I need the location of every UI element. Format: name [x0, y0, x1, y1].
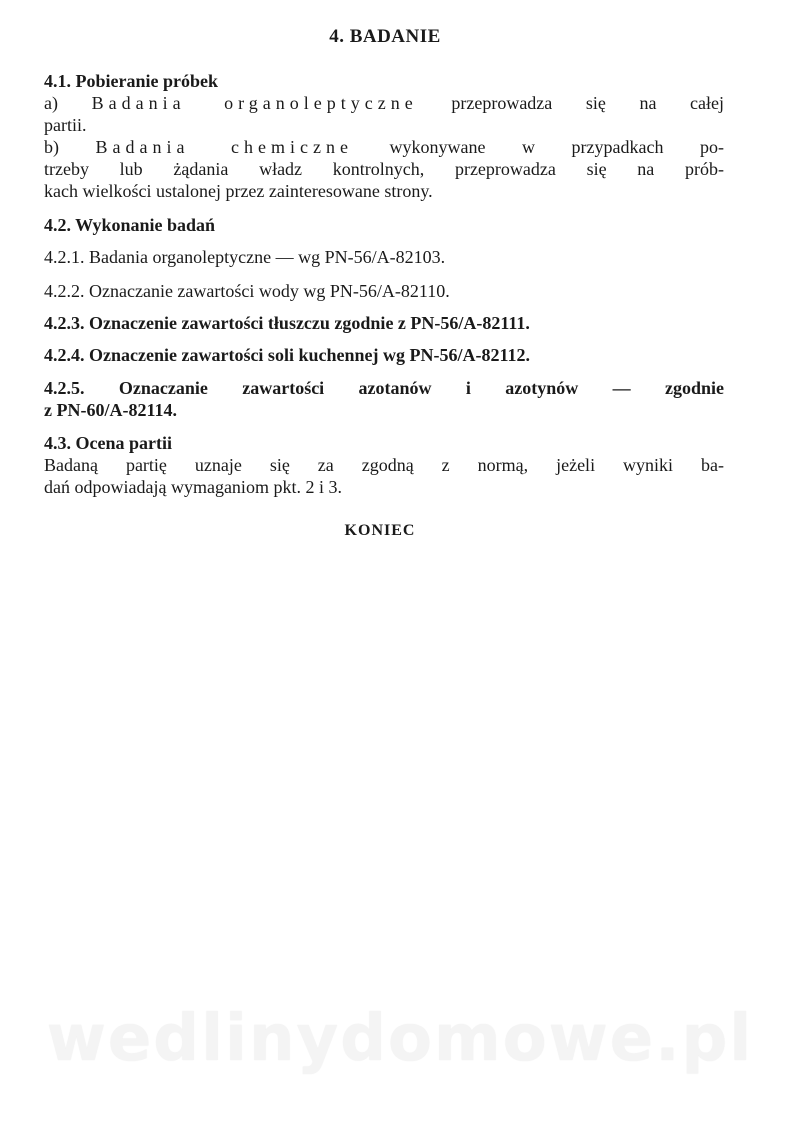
item-b-spaced: Badania chemiczne — [95, 137, 353, 157]
section-4-3-line1: Badaną partię uznaje się za zgodną z normą, jeżeli wyniki ba- — [44, 455, 724, 475]
end-marker: KONIEC — [344, 522, 416, 539]
item-a-line2: partii. — [44, 115, 87, 135]
item-a-line1 — [44, 92, 724, 114]
item-a-rest: przeprowadza się na całej — [417, 93, 725, 113]
item-4-2-2 — [44, 280, 724, 302]
section-4-3-line2: dań odpowiadają wymaganiom pkt. 2 i 3. — [44, 477, 342, 497]
item-a-prefix: a) — [44, 93, 92, 113]
item-4-2-1 — [44, 246, 724, 268]
item-4-2-5 — [44, 377, 724, 421]
item-4-2-4-text: Oznaczenie zawartości soli kuchennej wg PN-56/A-82112. — [89, 345, 530, 365]
section-4-1-title: 4.1. Pobieranie próbek — [44, 71, 218, 91]
item-b-line1 — [44, 136, 724, 158]
item-4-2-3 — [44, 312, 724, 334]
item-4-2-4 — [44, 344, 724, 366]
section-4-3 — [44, 432, 724, 498]
chapter-heading: 4. BADANIE — [329, 26, 441, 47]
item-4-2-1-num: 4.2.1. — [44, 247, 85, 267]
section-4-3-title: 4.3. Ocena partii — [44, 433, 172, 453]
item-a-spaced: Badania organoleptyczne — [91, 93, 418, 113]
item-b-rest: wykonywane w przypadkach po- — [352, 137, 724, 157]
item-4-2-5-line1 — [44, 377, 724, 399]
item-b-line3: kach wielkości ustalonej przez zainteresowane strony. — [44, 181, 433, 201]
item-4-2-2-text: Oznaczanie zawartości wody wg PN-56/A-82110. — [89, 281, 450, 301]
item-4-2-5-num: 4.2.5. — [44, 378, 85, 398]
item-4-2-5-text: Oznaczanie zawartości azotanów i azotynów — zgodnie — [118, 378, 725, 398]
item-4-2-4-num: 4.2.4. — [44, 345, 85, 365]
section-4-2-title: 4.2. Wykonanie badań — [44, 215, 216, 235]
item-4-2-3-text: Oznaczenie zawartości tłuszczu zgodnie z PN-56/A-82111. — [89, 313, 530, 333]
item-4-2-3-num: 4.2.3. — [44, 313, 85, 333]
item-4-2-5-line2: z PN-60/A-82114. — [44, 400, 177, 420]
item-b-line2: trzeby lub żądania władz kontrolnych, przeprowadza się na prób- — [44, 159, 724, 179]
item-4-2-1-text: Badania organoleptyczne — wg PN-56/A-82103. — [89, 247, 446, 267]
item-4-2-2-num: 4.2.2. — [44, 281, 85, 301]
section-4-1 — [44, 70, 724, 202]
item-b-prefix: b) — [44, 137, 96, 157]
watermark: wedlinydomowe.pl — [46, 1002, 754, 1076]
